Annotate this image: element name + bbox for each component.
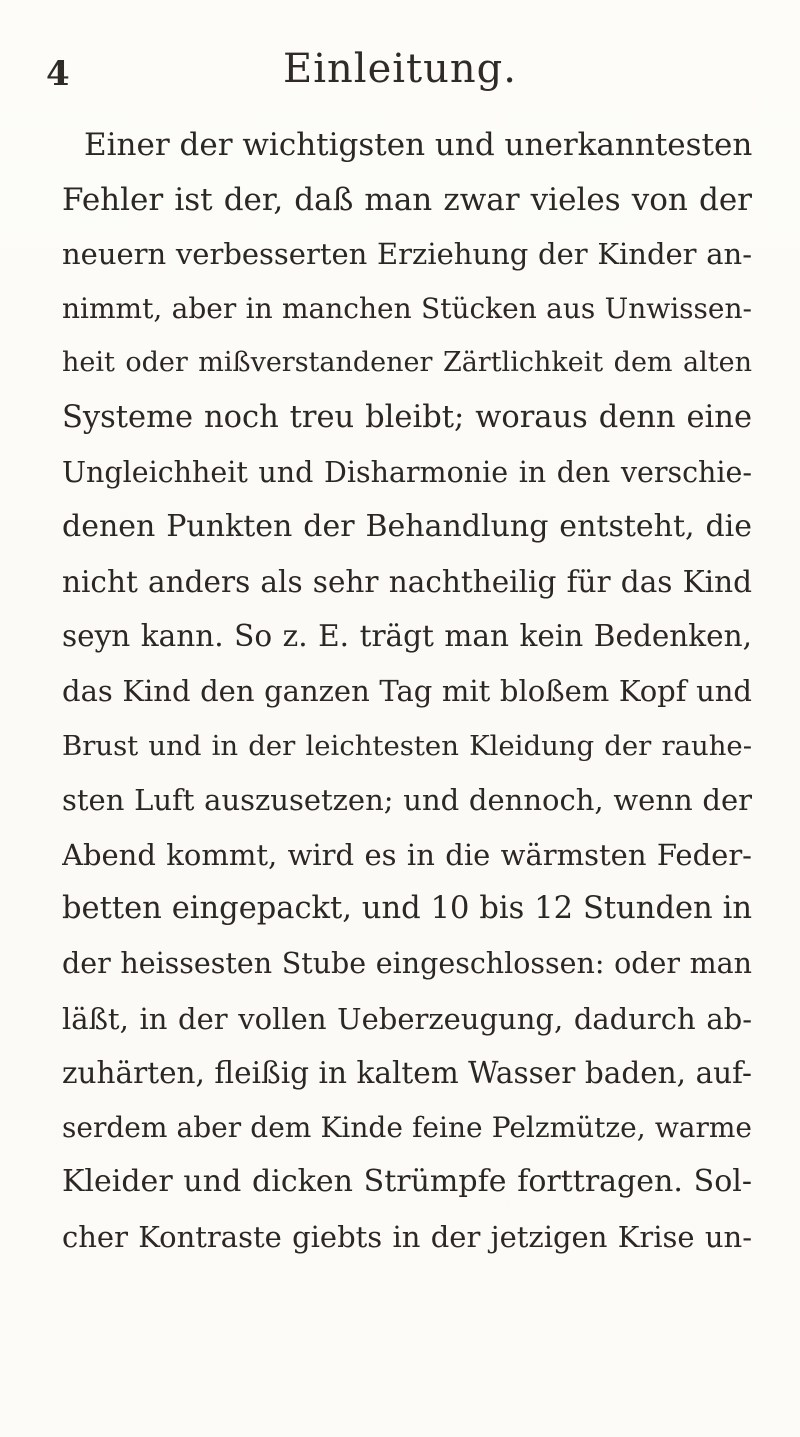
text-line: betten eingepackt, und 10 bis 12 Stunden in: [62, 891, 752, 927]
text-line: heit oder mißverstandener Zärtlichkeit dem alten: [62, 347, 752, 379]
body-text: [62, 118, 752, 1264]
text-line: denen Punkten der Behandlung entsteht, die: [62, 509, 752, 545]
text-line: nicht anders als sehr nachtheilig für das Kind: [62, 564, 752, 599]
page-number: 4: [46, 54, 70, 94]
text-line: serdem aber dem Kinde feine Pelzmütze, warme: [62, 1110, 752, 1144]
text-line: neuern verbesserten Erziehung der Kinder an-: [62, 237, 752, 272]
text-line: Abend kommt, wird es in die wärmsten Feder-: [62, 837, 752, 872]
text-line: zuhärten, fleißig in kaltem Wasser baden, auf-: [62, 1056, 752, 1091]
running-title: Einleitung.: [283, 46, 517, 92]
text-line: sten Luft auszusetzen; und dennoch, wenn der: [62, 783, 752, 818]
text-line: Fehler ist der, daß man zwar vieles von der: [62, 181, 752, 218]
page-header: [0, 42, 800, 102]
text-line: läßt, in der vollen Ueberzeugung, dadurch ab-: [62, 1001, 752, 1036]
text-line: Brust und in der leichtesten Kleidung der rauhe-: [62, 729, 752, 762]
text-line: Kleider und dicken Strümpfe forttragen. Sol-: [62, 1164, 752, 1200]
text-line: der heissesten Stube eingeschlossen: oder man: [62, 946, 752, 980]
text-line: seyn kann. So z. E. trägt man kein Bedenken,: [62, 619, 752, 654]
text-line: cher Kontraste giebts in der jetzigen Krise un-: [62, 1219, 752, 1254]
text-line: Einer der wichtigsten und unerkanntesten: [84, 127, 752, 163]
text-line: nimmt, aber in manchen Stücken aus Unwissen-: [62, 291, 752, 325]
text-line: Systeme noch treu bleibt; woraus denn eine: [62, 399, 752, 435]
text-line: das Kind den ganzen Tag mit bloßem Kopf und: [62, 673, 752, 708]
text-line: Ungleichheit und Disharmonie in den verschie-: [62, 455, 752, 489]
